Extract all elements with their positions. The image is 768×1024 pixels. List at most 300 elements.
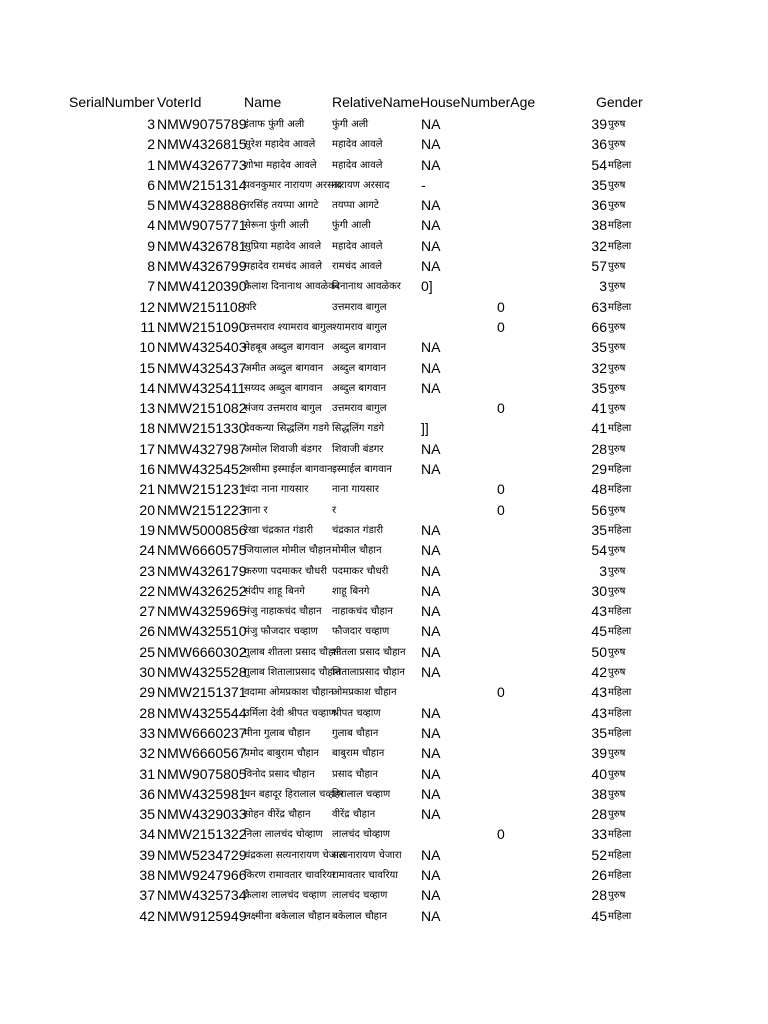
voter-id-cell: NMW2151371 — [157, 684, 247, 701]
gender-cell: पुरुष — [608, 200, 626, 212]
table-row — [0, 418, 768, 438]
voter-id-cell: NMW4325528 — [157, 664, 247, 681]
relative-name-cell: उत्तमराव बागुल — [332, 301, 387, 313]
house-number-cell: NA — [421, 846, 441, 863]
name-cell: अमीत अब्दुल बागवान — [244, 362, 324, 374]
voter-id-cell: NMW4325965 — [157, 603, 247, 620]
name-cell: उर्मिला देवी श्रीपत चव्हाण — [244, 707, 336, 719]
header-name: Name — [244, 94, 282, 110]
relative-name-cell: नाहाकचंद चौहान — [332, 606, 393, 618]
relative-name-cell: र — [332, 504, 337, 516]
serial-number-cell: 36 — [139, 785, 155, 802]
relative-name-cell: अब्दुल बागवान — [332, 342, 387, 354]
serial-number-cell: 18 — [139, 420, 155, 437]
voter-id-cell: NMW2151223 — [157, 501, 247, 518]
gender-cell: पुरुष — [608, 443, 626, 455]
serial-number-cell: 29 — [139, 684, 155, 701]
name-cell: महादेव रामचंद आवले — [244, 261, 322, 273]
age-cell: 29 — [591, 461, 607, 478]
serial-number-cell: 38 — [139, 866, 155, 883]
relative-name-cell: श्यामराव बागुल — [332, 321, 387, 333]
header-house-number-age: HouseNumberAge — [420, 94, 536, 110]
gender-cell: पुरुष — [608, 504, 626, 516]
gender-cell: महिला — [608, 606, 632, 618]
relative-name-cell: फुंगी अली — [332, 119, 369, 130]
voter-id-cell: NMW4326799 — [157, 258, 247, 275]
voter-id-cell: NMW9075789 — [157, 116, 247, 132]
age-cell: 28 — [591, 806, 607, 823]
age-cell: 66 — [591, 318, 607, 335]
gender-cell: महिला — [608, 220, 632, 232]
table-row — [0, 540, 768, 560]
relative-name-cell: पदमाकर चौधरी — [332, 565, 389, 577]
gender-cell: महिला — [608, 910, 632, 922]
relative-name-cell: गुलाब चौहान — [332, 727, 379, 739]
voter-id-cell: NMW4326773 — [157, 156, 247, 173]
serial-number-cell: 12 — [139, 298, 155, 315]
name-cell: मंजु फौजदार चव्हाण — [244, 626, 318, 638]
name-cell: सोहन वीरेंद्र चौहान — [244, 809, 311, 821]
gender-cell: महिला — [608, 829, 632, 841]
serial-number-cell: 3 — [147, 116, 155, 132]
table-row — [0, 358, 768, 378]
name-cell: नाना र — [244, 504, 268, 516]
table-row — [0, 276, 768, 296]
header-serial: SerialNumber — [69, 94, 155, 110]
table-row — [0, 804, 768, 824]
name-cell: देवकन्या सिद्धलिंग गडगे — [244, 423, 330, 435]
gender-cell: पुरुष — [608, 667, 626, 679]
name-cell: गुलाब शीतला प्रसाद चौहान — [244, 646, 342, 658]
voter-id-cell: NMW4325452 — [157, 461, 247, 478]
name-cell: मंजु नाहाकचंद चौहान — [244, 606, 322, 618]
voter-id-cell: NMW4325544 — [157, 704, 247, 721]
voter-id-cell: NMW6660567 — [157, 745, 247, 762]
table-row — [0, 662, 768, 682]
voter-id-cell: NMW2151108 — [157, 298, 246, 315]
gender-cell: पुरुष — [608, 788, 626, 800]
voter-id-cell: NMW4325981 — [157, 785, 247, 802]
house-zero-cell: 0 — [497, 481, 505, 498]
relative-name-cell: महादेव आवले — [332, 240, 383, 252]
relative-name-cell: इस्माईल बागवान — [332, 464, 392, 476]
voter-id-cell: NMW4328886 — [157, 197, 247, 214]
name-cell: चंद्रकला सत्यनारायण चेजारा — [244, 849, 346, 861]
voter-id-cell: NMW4327987 — [157, 440, 247, 457]
relative-name-cell: नाना गायसार — [332, 484, 379, 496]
house-number-cell: NA — [421, 542, 441, 559]
gender-cell: पुरुष — [608, 362, 626, 374]
serial-number-cell: 33 — [139, 724, 155, 741]
header-relative-name: RelativeName — [332, 94, 420, 110]
serial-number-cell: 22 — [139, 582, 155, 599]
gender-cell: पुरुष — [608, 809, 626, 821]
table-row — [0, 378, 768, 398]
house-number-cell: NA — [421, 907, 441, 924]
gender-cell: महिला — [608, 687, 632, 699]
age-cell: 36 — [591, 136, 607, 153]
relative-name-cell: शितालाप्रसाद चौहान — [332, 667, 405, 679]
serial-number-cell: 14 — [139, 379, 155, 396]
age-cell: 26 — [591, 866, 607, 883]
age-cell: 57 — [591, 258, 607, 275]
table-row — [0, 479, 768, 499]
house-number-cell: NA — [421, 217, 441, 234]
house-number-cell: NA — [421, 887, 441, 904]
gender-cell: पुरुष — [608, 321, 626, 333]
name-cell: रेखा चंद्रकात गंडारी — [244, 524, 314, 536]
serial-number-cell: 37 — [139, 887, 155, 904]
table-row — [0, 236, 768, 256]
gender-cell: पुरुष — [608, 545, 626, 557]
table-row — [0, 256, 768, 276]
voter-id-cell: NMW9125949 — [157, 907, 247, 924]
serial-number-cell: 31 — [139, 765, 155, 782]
voter-id-cell: NMW2151322 — [157, 826, 247, 843]
name-cell: करुणा पदमाकर चौधरी — [244, 565, 327, 577]
name-cell: परि — [244, 301, 257, 313]
gender-cell: महिला — [608, 524, 632, 536]
house-number-cell: NA — [421, 866, 441, 883]
relative-name-cell: हिरालाल चव्हाण — [332, 788, 391, 800]
serial-number-cell: 8 — [147, 258, 155, 275]
house-number-cell: NA — [421, 806, 441, 823]
voter-id-cell: NMW4329033 — [157, 806, 247, 823]
house-number-cell: - — [421, 176, 426, 193]
name-cell: कैलाश लालचंद चव्हाण — [244, 890, 327, 902]
voter-id-cell: NMW2151314 — [157, 176, 247, 193]
relative-name-cell: श्रीपत चव्हाण — [332, 707, 381, 719]
table-row — [0, 398, 768, 418]
house-number-cell: NA — [421, 440, 441, 457]
name-cell: उत्तमराव श्यामराव बागुल — [244, 321, 333, 333]
age-cell: 35 — [591, 724, 607, 741]
name-cell: चंदा नाना गायसार — [244, 484, 309, 496]
header-voter-id: VoterId — [157, 94, 202, 110]
age-cell: 43 — [591, 603, 607, 620]
name-cell: सेरूना फुंगी आली — [244, 220, 309, 232]
table-row — [0, 581, 768, 601]
table-row — [0, 723, 768, 743]
house-number-cell: NA — [421, 745, 441, 762]
voter-id-cell: NMW4325403 — [157, 339, 247, 356]
age-cell: 35 — [591, 339, 607, 356]
name-cell: सय्यद अब्दुल बागवान — [244, 382, 323, 394]
table-row — [0, 682, 768, 702]
serial-number-cell: 23 — [139, 562, 155, 579]
serial-number-cell: 2 — [147, 136, 155, 153]
house-number-cell: NA — [421, 116, 441, 132]
house-number-cell: NA — [421, 237, 441, 254]
age-cell: 45 — [591, 907, 607, 924]
relative-name-cell: फौजदार चव्हाण — [332, 626, 390, 638]
relative-name-cell: फुंगी आली — [332, 220, 371, 232]
house-number-cell: NA — [421, 197, 441, 214]
relative-name-cell: महादेव आवले — [332, 139, 383, 151]
serial-number-cell: 11 — [140, 318, 155, 335]
gender-cell: पुरुष — [608, 565, 626, 577]
table-row — [0, 297, 768, 317]
gender-cell: पुरुष — [608, 890, 626, 902]
relative-name-cell: वीरेंद्र चौहान — [332, 809, 376, 821]
relative-name-cell: शाहू बिनगे — [332, 585, 370, 597]
gender-cell: पुरुष — [608, 139, 626, 151]
table-row — [0, 642, 768, 662]
table-row — [0, 764, 768, 784]
name-cell: नरसिंह तयप्पा आगटे — [244, 200, 319, 212]
relative-name-cell: उत्तमराव बागुल — [332, 403, 387, 415]
table-row — [0, 195, 768, 215]
table-row — [0, 784, 768, 804]
gender-cell: महिला — [608, 464, 632, 476]
table-row — [0, 155, 768, 175]
name-cell: शोभा महादेव आवले — [244, 159, 317, 171]
table-row — [0, 114, 768, 134]
name-cell: संदीप शाहू बिनगे — [244, 585, 305, 597]
serial-number-cell: 13 — [139, 400, 155, 417]
relative-name-cell: ओमप्रकाश चौहान — [332, 687, 397, 699]
gender-cell: महिला — [608, 423, 632, 435]
age-cell: 35 — [591, 379, 607, 396]
table-row — [0, 317, 768, 337]
voter-id-cell: NMW2151090 — [157, 318, 247, 335]
gender-cell: पुरुष — [608, 281, 626, 293]
house-number-cell: NA — [421, 765, 441, 782]
age-cell: 32 — [591, 359, 607, 376]
table-row — [0, 215, 768, 235]
table-row — [0, 459, 768, 479]
relative-name-cell: प्रसाद चौहान — [332, 768, 378, 780]
house-number-cell: NA — [421, 461, 441, 478]
relative-name-cell: दिनानाथ आवळेकर — [332, 281, 401, 293]
age-cell: 38 — [591, 217, 607, 234]
name-cell: सुरेश महादेव आवले — [244, 139, 316, 151]
age-cell: 36 — [591, 197, 607, 214]
relative-name-cell: अब्दुल बागवान — [332, 382, 387, 394]
name-cell: अमोल शिवाजी बंडगर — [244, 443, 322, 455]
gender-cell: महिला — [608, 849, 632, 861]
serial-number-cell: 39 — [139, 846, 155, 863]
age-cell: 42 — [591, 664, 607, 681]
age-cell: 35 — [591, 176, 607, 193]
house-zero-cell: 0 — [497, 318, 505, 335]
serial-number-cell: 1 — [147, 156, 155, 173]
house-zero-cell: 0 — [497, 501, 505, 518]
relative-name-cell: लालचंद चव्हाण — [332, 890, 388, 902]
age-cell: 63 — [591, 298, 607, 315]
age-cell: 3 — [599, 278, 607, 295]
house-number-cell: 0] — [421, 278, 433, 295]
voter-id-cell: NMW4325411 — [157, 379, 246, 396]
age-cell: 32 — [591, 237, 607, 254]
relative-name-cell: नारायण अरसाद — [332, 179, 390, 191]
gender-cell: महिला — [608, 707, 632, 719]
relative-name-cell: सिद्धलिंग गडगे — [332, 423, 385, 435]
name-cell: असीमा इस्माईल बागवान — [244, 464, 333, 476]
age-cell: 28 — [591, 887, 607, 904]
voter-id-cell: NMW4326252 — [157, 582, 247, 599]
table-row — [0, 175, 768, 195]
gender-cell: पुरुष — [608, 768, 626, 780]
voter-id-cell: NMW4326179 — [157, 562, 247, 579]
table-row — [0, 845, 768, 865]
name-cell: इंताफ फुंगी अली — [244, 119, 305, 130]
name-cell: सुप्रिया महादेव आवले — [244, 240, 322, 252]
house-number-cell: NA — [421, 521, 441, 538]
age-cell: 30 — [591, 582, 607, 599]
voter-id-cell: NMW6660237 — [157, 724, 247, 741]
house-number-cell: NA — [421, 623, 441, 640]
age-cell: 52 — [591, 846, 607, 863]
gender-cell: पुरुष — [608, 179, 626, 191]
gender-cell: पुरुष — [608, 646, 626, 658]
voter-id-cell: NMW2151082 — [157, 400, 247, 417]
house-zero-cell: 0 — [497, 684, 505, 701]
relative-name-cell: चंद्रकात गंडारी — [332, 524, 384, 536]
relative-name-cell: मोमील चौहान — [332, 545, 382, 557]
age-cell: 39 — [591, 116, 607, 132]
name-cell: मीना गुलाब चौहान — [244, 727, 311, 739]
table-row — [0, 601, 768, 621]
house-number-cell: NA — [421, 379, 441, 396]
gender-cell: महिला — [608, 159, 632, 171]
relative-name-cell: बाबुराम चौहान — [332, 748, 385, 760]
age-cell: 38 — [591, 785, 607, 802]
relative-name-cell: महादेव आवले — [332, 159, 383, 171]
serial-number-cell: 15 — [139, 359, 155, 376]
age-cell: 54 — [591, 156, 607, 173]
voter-id-cell: NMW6660302 — [157, 643, 247, 660]
name-cell: विनोद प्रसाद चौहान — [244, 768, 315, 780]
serial-number-cell: 42 — [139, 907, 155, 924]
voter-id-cell: NMW4326781 — [157, 237, 247, 254]
house-zero-cell: 0 — [497, 400, 505, 417]
table-row — [0, 865, 768, 885]
voter-id-cell: NMW6660575 — [157, 542, 247, 559]
voter-id-cell: NMW4325510 — [157, 623, 247, 640]
gender-cell: महिला — [608, 626, 632, 638]
age-cell: 39 — [591, 745, 607, 762]
age-cell: 41 — [591, 400, 607, 417]
serial-number-cell: 30 — [139, 664, 155, 681]
house-number-cell: NA — [421, 785, 441, 802]
voter-id-cell: NMW4326815 — [157, 136, 247, 153]
voter-id-cell: NMW5234729 — [157, 846, 247, 863]
gender-cell: पुरुष — [608, 748, 626, 760]
voter-table-body — [0, 114, 768, 926]
relative-name-cell: तयप्पा आगटे — [332, 200, 379, 212]
serial-number-cell: 17 — [139, 440, 155, 457]
relative-name-cell: रामावतार चावरिया — [332, 869, 398, 881]
serial-number-cell: 35 — [139, 806, 155, 823]
table-row — [0, 561, 768, 581]
table-row — [0, 885, 768, 905]
table-row — [0, 439, 768, 459]
name-cell: मेहबूब अब्दुल बागवान — [244, 342, 324, 354]
house-number-cell: NA — [421, 603, 441, 620]
gender-cell: पुरुष — [608, 382, 626, 394]
serial-number-cell: 6 — [147, 176, 155, 193]
name-cell: किरण रामावतार चावरिया — [244, 869, 335, 881]
house-number-cell: NA — [421, 643, 441, 660]
gender-cell: पुरुष — [608, 119, 626, 130]
name-cell: लक्ष्मीना बकेलाल चौहान — [244, 910, 331, 922]
age-cell: 28 — [591, 440, 607, 457]
relative-name-cell: अब्दुल बागवान — [332, 362, 387, 374]
house-number-cell: NA — [421, 664, 441, 681]
name-cell: वदामा ओमप्रकाश चौहान — [244, 687, 334, 699]
age-cell: 56 — [591, 501, 607, 518]
house-number-cell: NA — [421, 562, 441, 579]
gender-cell: महिला — [608, 869, 632, 881]
header-gender: Gender — [596, 94, 643, 110]
relative-name-cell: शिवाजी बंडगर — [332, 443, 384, 455]
relative-name-cell: रामचंद आवले — [332, 261, 383, 273]
serial-number-cell: 34 — [139, 826, 155, 843]
table-row — [0, 743, 768, 763]
name-cell: संजय उत्तमराव बागुल — [244, 403, 322, 415]
table-row — [0, 906, 768, 926]
relative-name-cell: शीतला प्रसाद चौहान — [332, 646, 406, 658]
table-row — [0, 500, 768, 520]
serial-number-cell: 7 — [147, 278, 155, 295]
house-number-cell: NA — [421, 704, 441, 721]
age-cell: 33 — [591, 826, 607, 843]
name-cell: कैलाश दिनानाथ आवळेकर — [244, 281, 340, 293]
table-row — [0, 703, 768, 723]
name-cell: प्रमोद बाबुराम चौहान — [244, 748, 319, 760]
name-cell: जियालाल मोमील चौहान — [244, 545, 332, 557]
serial-number-cell: 25 — [139, 643, 155, 660]
table-row — [0, 134, 768, 154]
serial-number-cell: 24 — [139, 542, 155, 559]
name-cell: धन बहादूर हिरालाल चव्हाण — [244, 788, 344, 800]
gender-cell: पुरुष — [608, 342, 626, 354]
gender-cell: महिला — [608, 240, 632, 252]
house-number-cell: ]] — [421, 420, 429, 437]
gender-cell: महिला — [608, 301, 632, 313]
serial-number-cell: 9 — [147, 237, 155, 254]
age-cell: 54 — [591, 542, 607, 559]
serial-number-cell: 16 — [139, 461, 155, 478]
age-cell: 48 — [591, 481, 607, 498]
serial-number-cell: 19 — [139, 521, 155, 538]
voter-id-cell: NMW4120390 — [157, 278, 247, 295]
table-row — [0, 824, 768, 844]
age-cell: 50 — [591, 643, 607, 660]
gender-cell: महिला — [608, 484, 632, 496]
voter-id-cell: NMW5000856 — [157, 521, 247, 538]
age-cell: 43 — [591, 704, 607, 721]
serial-number-cell: 27 — [139, 603, 155, 620]
voter-id-cell: NMW9247966 — [157, 866, 247, 883]
gender-cell: महिला — [608, 727, 632, 739]
age-cell: 45 — [591, 623, 607, 640]
age-cell: 41 — [591, 420, 607, 437]
serial-number-cell: 20 — [139, 501, 155, 518]
table-row — [0, 337, 768, 357]
name-cell: निला लालचंद चोव्हाण — [244, 829, 323, 841]
serial-number-cell: 21 — [139, 481, 155, 498]
voter-id-cell: NMW2151330 — [157, 420, 247, 437]
house-zero-cell: 0 — [497, 298, 505, 315]
serial-number-cell: 28 — [139, 704, 155, 721]
voter-id-cell: NMW9075771 — [157, 217, 247, 234]
name-cell: पवनकुमार नारायण अरसाद — [244, 179, 342, 191]
serial-number-cell: 5 — [147, 197, 155, 214]
age-cell: 40 — [591, 765, 607, 782]
relative-name-cell: लालचंद चोव्हाण — [332, 829, 390, 841]
